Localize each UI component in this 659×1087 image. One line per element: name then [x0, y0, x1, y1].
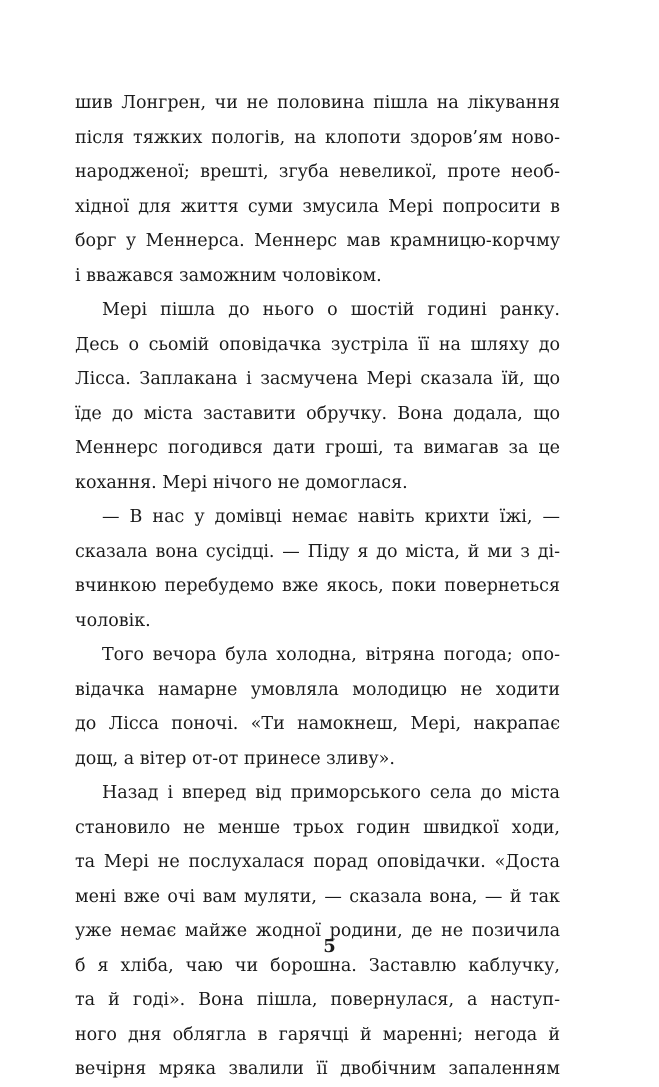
text-line: Мері пішла до нього о шостій годині ранку. — [102, 300, 560, 320]
text-line: уже немає майже жодної родини, де не позичила — [75, 921, 560, 941]
text-line: шив Лонгрен, чи не половина пішла на лікування — [75, 93, 560, 113]
text-line: Лісса. Заплакана і засмучена Мері сказала їй, що — [75, 369, 560, 389]
text-line: Десь о сьомій оповідачка зустріла її на шляху до — [75, 334, 560, 355]
text-line: б я хліба, чаю чи борошна. Заставлю каблучку, — [75, 955, 560, 976]
text-line: їде до міста заставити обручку. Вона додала, що — [75, 403, 560, 424]
text-line: вчинкою перебудемо вже якось, поки повернеться — [75, 576, 560, 596]
text-line: після тяжких пологів, на клопоти здоров’ям ново- — [75, 127, 560, 148]
text-line: мені вже очі вам муляти, — сказала вона, — й так — [75, 886, 560, 907]
text-line: та й годі». Вона пішла, повернулася, а наступ- — [75, 990, 560, 1010]
text-line: та Мері не послухалася порад оповідачки. «Доста — [75, 852, 560, 872]
text-line: становило не менше трьох годин швидкої ходи, — [75, 817, 560, 838]
text-line: кохання. Мері нічого не домоглася. — [75, 472, 408, 493]
text-line: — В нас у домівці немає навіть крихти їжі, — — [102, 507, 560, 527]
text-line: ного дня облягла в гарячці й маренні; негода й — [75, 1024, 560, 1045]
text-line: дощ, а вітер от-от принесе зливу». — [75, 748, 395, 769]
page-number: 5 — [323, 936, 336, 957]
text-line: хідної для життя суми змусила Мері попросити в — [75, 196, 560, 217]
text-line: і вважався заможним чоловіком. — [75, 265, 382, 286]
text-line: Назад і вперед від приморського села до міста — [102, 783, 560, 803]
text-line: народженої; врешті, згуба невеликої, проте необ- — [75, 162, 560, 182]
text-line: Меннерс погодився дати гроші, та вимагав за це — [75, 438, 560, 458]
text-line: чоловік. — [75, 610, 151, 631]
text-line: борг у Меннерса. Меннерс мав крамницю-корчму — [75, 231, 560, 251]
text-line: вечірня мряка звалили її двобічним запаленням — [75, 1059, 560, 1079]
text-line: відачка намарне умовляла молодицю не ходити — [75, 679, 560, 700]
text-line: сказала вона сусідці. — Піду я до міста, й ми з ді- — [75, 541, 560, 562]
text-line: до Лісса поночі. «Ти намокнеш, Мері, накрапає — [75, 714, 560, 734]
text-line: Того вечора була холодна, вітряна погода; опо- — [102, 645, 560, 665]
